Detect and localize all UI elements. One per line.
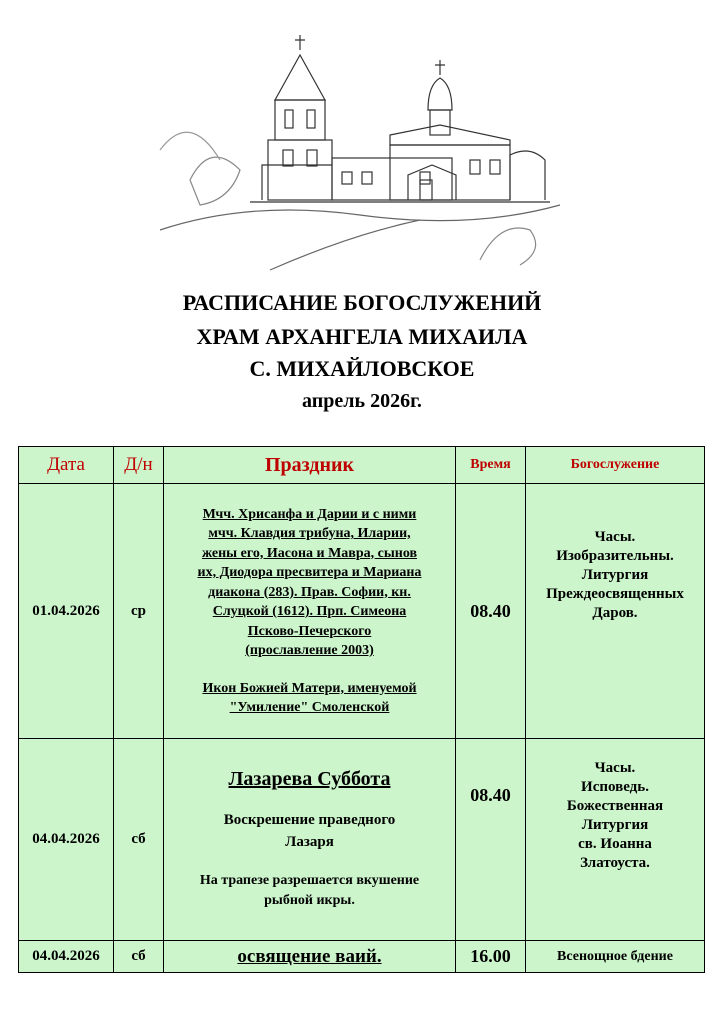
row-weekday: сб (114, 941, 164, 973)
feast-line: диакона (283). Прав. Софии, кн. (208, 584, 411, 600)
service-line: Литургия (581, 567, 649, 583)
service-line: Часы. (594, 760, 636, 776)
note-line: рыбной икры. (264, 893, 355, 908)
table-row (19, 484, 705, 739)
row-weekday: ср (114, 484, 164, 739)
feast-line: жены его, Иасона и Мавра, сынов (201, 545, 418, 561)
feast-line: Мчч. Хрисанфа и Дарии и с ними (202, 506, 417, 522)
row-weekday: сб (114, 739, 164, 941)
table-header-row (19, 447, 705, 484)
schedule-table (18, 446, 705, 973)
row-time: 08.40 (456, 484, 526, 739)
service-line: Часы. (594, 529, 636, 545)
feast-line: их, Диодора пресвитера и Мариана (197, 565, 422, 580)
table-row (19, 941, 705, 973)
row-date: 04.04.2026 (19, 739, 114, 941)
feast2-line: Икон Божией Матери, именуемой (202, 680, 417, 696)
table-row (19, 739, 705, 941)
row-service: Всенощное бдение (526, 941, 705, 973)
row-time: 16.00 (456, 941, 526, 973)
feast2-line: "Умиление" Смоленской (229, 700, 390, 715)
church-illustration (150, 30, 570, 280)
feast-sub-line: Лазаря (285, 834, 334, 850)
row-feast (164, 941, 456, 973)
column-header-weekday: Д/н (114, 447, 164, 484)
service-line: св. Иоанна (578, 836, 652, 852)
service-line: Даров. (592, 605, 638, 621)
service-line: Исповедь. (581, 779, 649, 795)
church-name: ХРАМ АРХАНГЕЛА МИХАИЛА (196, 324, 528, 349)
row-date: 01.04.2026 (19, 484, 114, 739)
feast-line: мчч. Клавдия трибуна, Иларии, (208, 526, 411, 541)
column-header-date: Дата (19, 447, 114, 484)
service-line: Преждеосвященных (546, 586, 684, 602)
service-line: Изобразительны. (556, 548, 674, 564)
feast-line: Слуцкой (1612). Прп. Симеона (212, 604, 407, 619)
service-line: Златоуста. (580, 855, 650, 871)
row-time: 08.40 (456, 739, 526, 941)
row-service (526, 484, 705, 739)
service-line: Литургия (581, 817, 649, 833)
row-date: 04.04.2026 (19, 941, 114, 973)
month-year: апрель 2026г. (302, 390, 422, 412)
feast-sub-line: Воскрешение праведного (223, 812, 396, 828)
feast-title: освящение ваий. (237, 945, 382, 967)
village-name: С. МИХАЙЛОВСКОЕ (249, 356, 475, 381)
row-feast (164, 484, 456, 739)
service-line: Божественная (566, 798, 664, 814)
feast-line: Псково-Печерского (247, 623, 372, 639)
feast-title: Лазарева Суббота (228, 768, 391, 790)
column-header-service: Богослужение (526, 447, 705, 484)
column-header-time: Время (456, 447, 526, 484)
row-feast (164, 739, 456, 941)
column-header-feast: Праздник (164, 447, 456, 484)
feast-line: (прославление 2003) (245, 643, 374, 658)
note-line: На трапезе разрешается вкушение (199, 873, 420, 888)
schedule-title: РАСПИСАНИЕ БОГОСЛУЖЕНИЙ (182, 290, 542, 315)
row-service (526, 739, 705, 941)
